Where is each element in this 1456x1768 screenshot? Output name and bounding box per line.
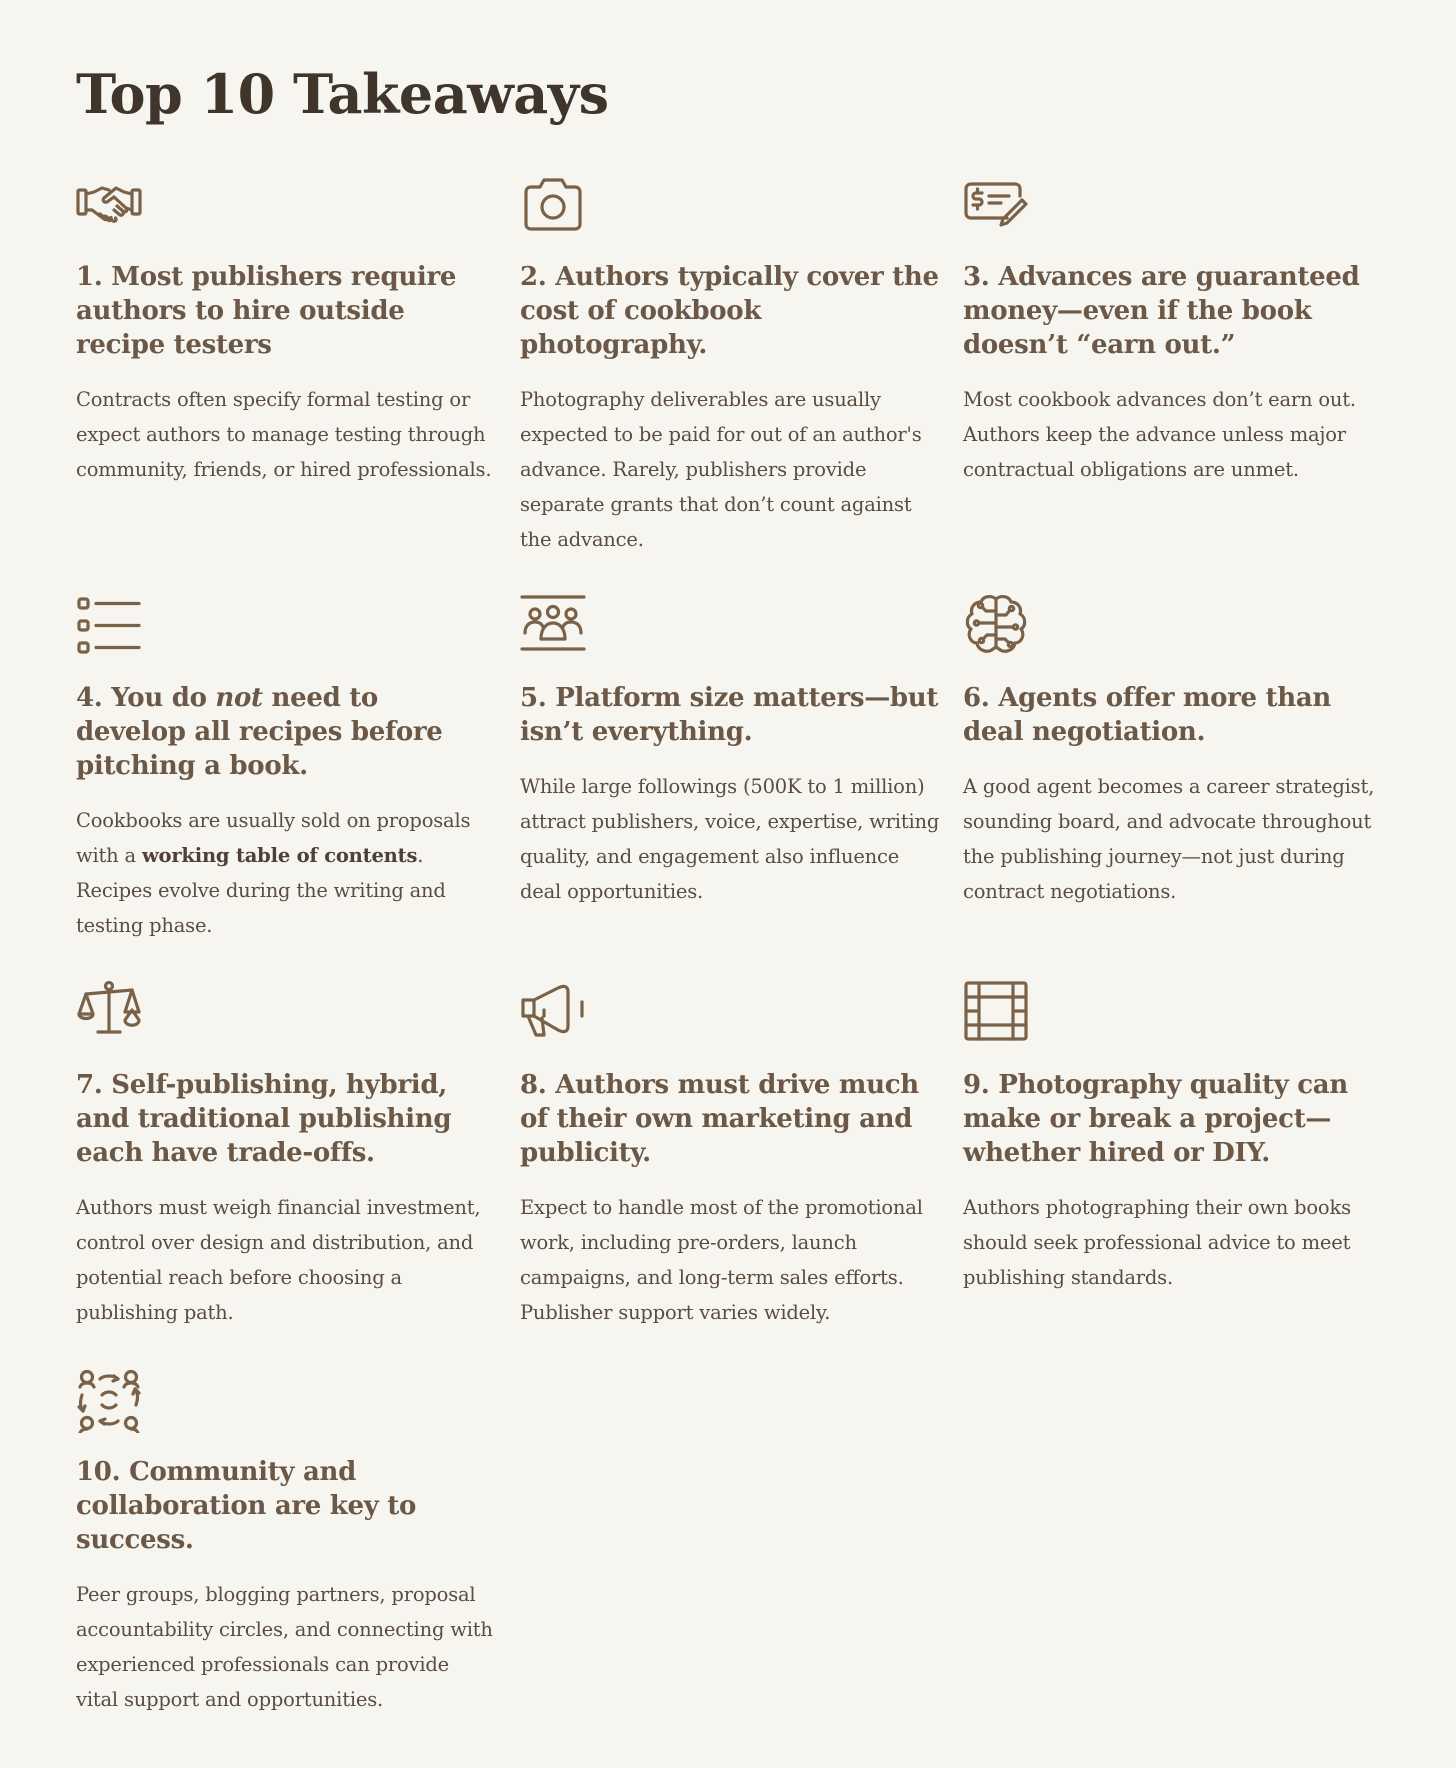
takeaway-title: 4. You do not need to develop all recipes before pitching a book.	[76, 683, 443, 781]
takeaway-body: While large followings (500K to 1 million) attract publishers, voice, expertise, writing quality, and engagement also influence deal opportunities.	[520, 775, 940, 903]
takeaway-card-4	[76, 593, 496, 943]
takeaway-body: Contracts often specify formal testing or expect authors to manage testing through community, friends, or hired professionals.	[76, 388, 492, 481]
takeaway-body: Authors photographing their own books should seek professional advice to meet publishing standards.	[963, 1196, 1351, 1289]
check-payment-icon	[963, 172, 1029, 238]
takeaway-card-8	[520, 980, 940, 1330]
takeaway-title: 10. Community and collaboration are key to success.	[76, 1457, 417, 1555]
handshake-icon	[76, 172, 142, 238]
takeaway-body: Most cookbook advances don’t earn out. Authors keep the advance unless major contractual obligations are unmet.	[963, 388, 1356, 481]
community-network-icon	[76, 1367, 142, 1433]
takeaway-title: 8. Authors must drive much of their own marketing and publicity.	[520, 1070, 919, 1168]
takeaway-title: 2. Authors typically cover the cost of cookbook photography.	[520, 262, 939, 360]
takeaway-card-6	[963, 593, 1383, 909]
emphasis-not: not	[215, 683, 263, 713]
takeaway-title: 6. Agents offer more than deal negotiation.	[963, 683, 1332, 747]
takeaway-title: 9. Photography quality can make or break a project—whether hired or DIY.	[963, 1070, 1348, 1168]
takeaway-card-1	[76, 172, 496, 487]
takeaway-title: 1. Most publishers require authors to hire outside recipe testers	[76, 262, 457, 360]
takeaway-card-3	[963, 172, 1383, 487]
brain-icon	[963, 593, 1029, 659]
page-title: Top 10 Takeaways	[76, 62, 609, 126]
takeaway-card-7	[76, 980, 496, 1330]
takeaway-body: Photography deliverables are usually expected to be paid for out of an author's advance. Rarely, publishers provide separate grants that don’t count against the advance.	[520, 388, 922, 551]
takeaway-body: Authors must weigh financial investment, control over design and distribution, and potential reach before choosing a publishing path.	[76, 1196, 481, 1324]
list-icon	[76, 593, 142, 659]
takeaway-card-5	[520, 593, 940, 909]
megaphone-icon	[520, 980, 586, 1046]
takeaway-card-10	[76, 1367, 496, 1717]
takeaway-body: A good agent becomes a career strategist, sounding board, and advocate throughout the publishing journey—not just during contract negotiations.	[963, 775, 1375, 903]
takeaway-title: 3. Advances are guaranteed money—even if the book doesn’t “earn out.”	[963, 262, 1360, 360]
emphasis-working-toc: working table of contents	[141, 844, 418, 867]
takeaway-card-9	[963, 980, 1383, 1295]
audience-icon	[520, 593, 586, 659]
film-strip-icon	[963, 980, 1029, 1046]
takeaway-title: 5. Platform size matters—but isn’t everything.	[520, 683, 939, 747]
takeaway-body: Cookbooks are usually sold on proposals with a working table of contents. Recipes evolve during the writing and testing phase.	[76, 809, 471, 937]
takeaway-title: 7. Self-publishing, hybrid, and traditional publishing each have trade-offs.	[76, 1070, 452, 1168]
takeaway-body: Peer groups, blogging partners, proposal accountability circles, and connecting with experienced professionals can provide vital support and opportunities.	[76, 1583, 493, 1711]
takeaway-body: Expect to handle most of the promotional work, including pre-orders, launch campaigns, and long-term sales efforts. Publisher support varies widely.	[520, 1196, 923, 1324]
scale-icon	[76, 980, 142, 1046]
takeaway-card-2	[520, 172, 940, 557]
camera-icon	[520, 172, 586, 238]
